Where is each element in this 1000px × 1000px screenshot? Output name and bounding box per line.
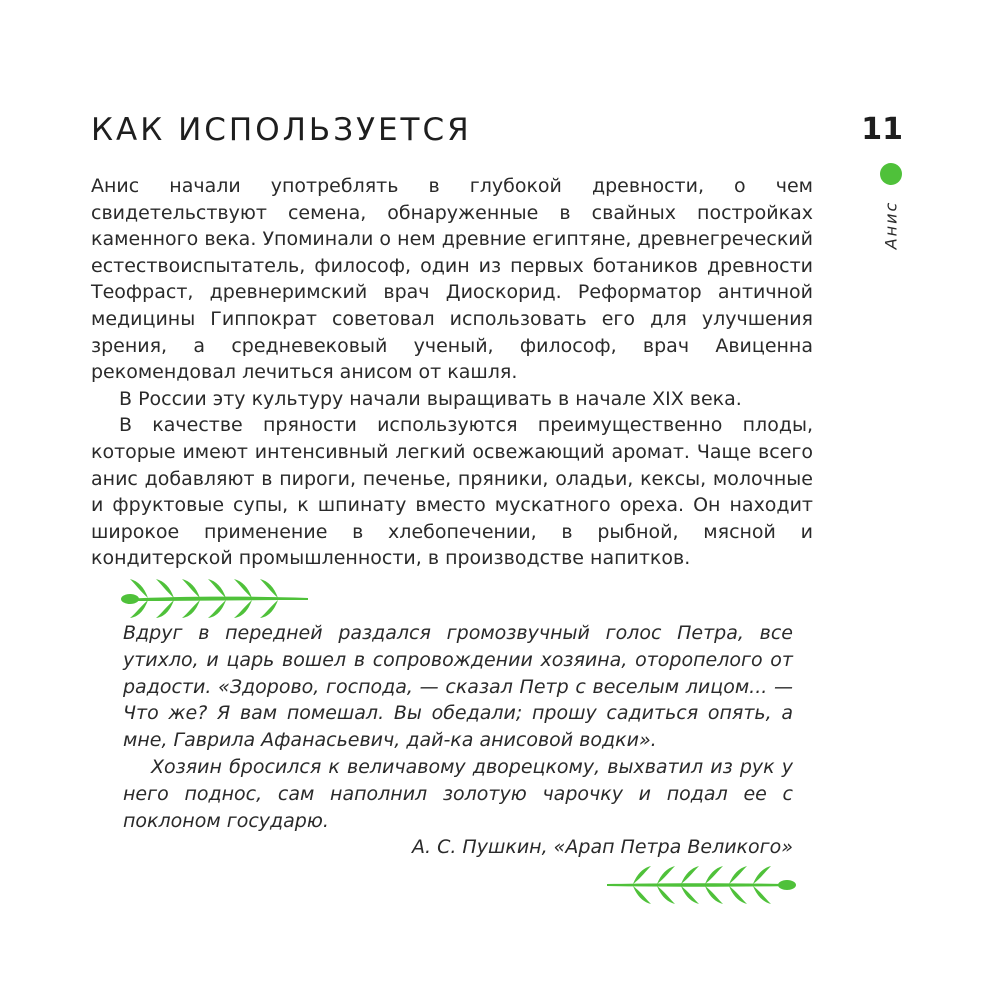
paragraph: Анис начали употреблять в глубокой древности, о чем свидетельствуют семена, обнаруженные в свайных постройках каменного века. Упоминали о нем древние египтяне, древнегреческий естествоиспытатель, философ, один из первых ботаников древности Теофраст, древнеримский врач Диоскорид. Реформатор античной медицины Гиппократ советовал использовать его для улучшения зрения, а средневековый ученый, философ, врач Авиценна рекомендовал лечиться анисом от кашля. xyxy=(91,175,813,384)
leaf-sprig-icon xyxy=(603,862,798,907)
paragraph: В качестве пряности используются преимущественно плоды, которые имеют интенсивный легкий освежающий аромат. Чаще всего анис добавляют в пироги, печенье, пряники, оладьи, кексы, молочные и фруктовые супы, к шпинату вместо мускатного ореха. Он находит широкое применение в хлебопечении, в рыбной, мясной и кондитерской промышленности, в производстве напитков. xyxy=(91,414,813,570)
paragraph: В России эту культуру начали выращивать в начале XIX века. xyxy=(119,387,742,410)
quote-block xyxy=(123,620,793,861)
section-heading: КАК ИСПОЛЬЗУЕТСЯ xyxy=(91,112,472,148)
quote-paragraph: Вдруг в передней раздался громозвучный голос Петра, все утихло, и царь вошел в сопровождении хозяина, оторопелого от радости. «Здорово, господа, — сказал Петр с веселым лицом... — Что же? Я вам помешал. Вы обедали; прошу садиться опять, а мне, Гаврила Афанасьевич, дай-ка анисовой водки». xyxy=(123,622,793,752)
green-dot-marker xyxy=(880,163,902,185)
body-text xyxy=(91,173,813,572)
leaf-sprig-icon xyxy=(118,575,313,620)
running-head: Анис xyxy=(881,200,901,250)
quote-paragraph: Хозяин бросился к величавому дворецкому, выхватил из рук у него поднос, сам наполнил золотую чарочку и подал ее с поклоном государю. xyxy=(123,755,793,832)
page-number: 11 xyxy=(861,112,903,147)
quote-source: А. С. Пушкин, «Арап Петра Великого» xyxy=(412,836,793,859)
